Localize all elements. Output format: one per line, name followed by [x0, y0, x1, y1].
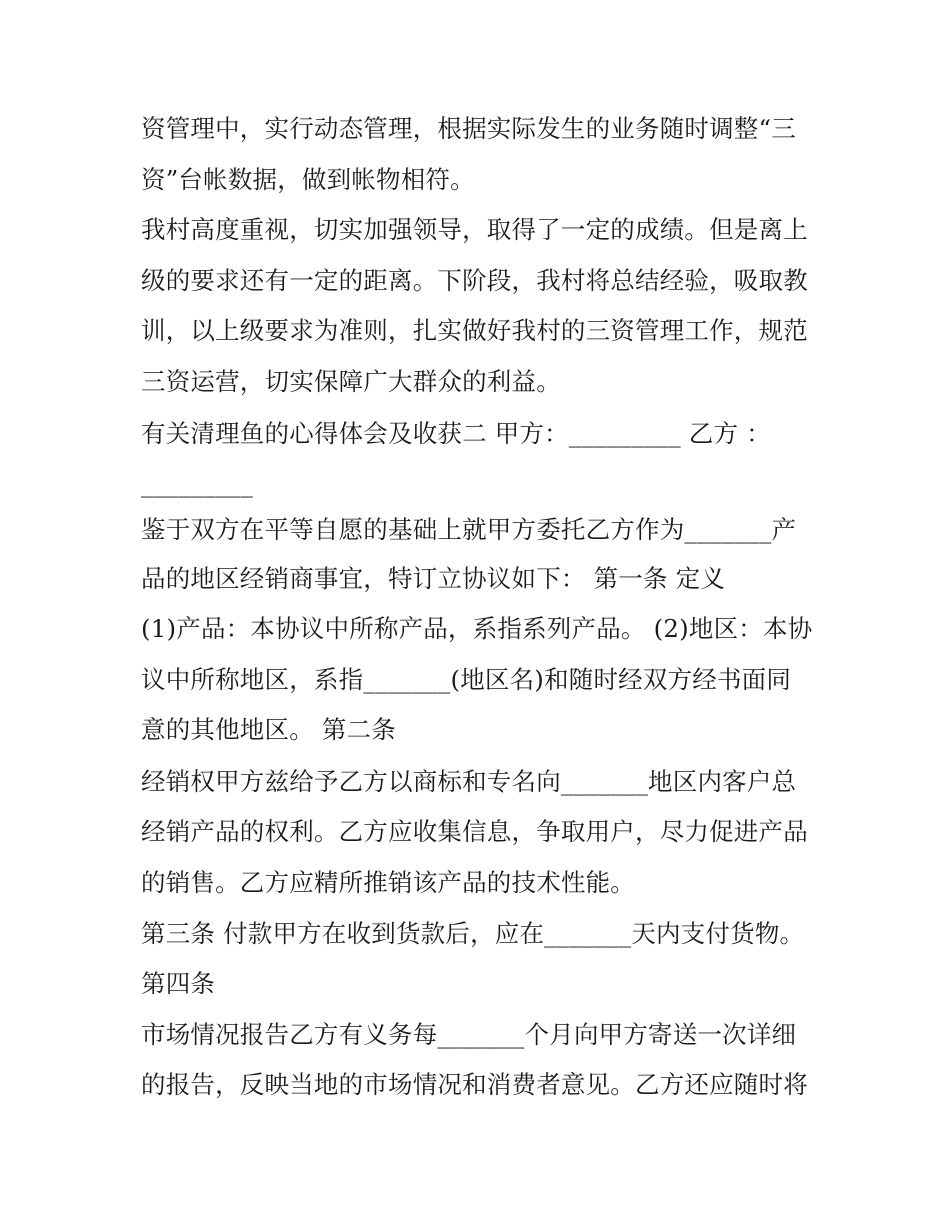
- text-line: (1)产品：本协议中所称产品，系指系列产品。 (2)地区：本协: [141, 614, 813, 643]
- text-line: 第三条 付款甲方在收到货款后，应在_______天内支付货物。: [141, 919, 805, 948]
- text-line: 的销售。乙方应精所推销该产品的技术性能。: [141, 868, 635, 897]
- text-line: 第四条: [141, 969, 216, 998]
- text-line: 资管理中，实行动态管理，根据实际发生的业务随时调整“三: [141, 114, 796, 143]
- text-line: 鉴于双方在平等自愿的基础上就甲方委托乙方作为_______产: [141, 515, 797, 544]
- text-line: _________: [141, 469, 254, 498]
- text-line: 经销产品的权利。乙方应收集信息，争取用户，尽力促进产品: [141, 817, 808, 846]
- text-line: 训，以上级要求为准则，扎实做好我村的三资管理工作，规范: [141, 316, 808, 345]
- text-line: 有关清理鱼的心得体会及收获二 甲方：_________ 乙方 ：: [141, 419, 772, 448]
- text-line: 的报告，反映当地的市场情况和消费者意见。乙方还应随时将: [141, 1070, 808, 1099]
- text-line: 资”台帐数据，做到帐物相符。: [141, 165, 475, 194]
- text-line: 市场情况报告乙方有义务每_______个月向甲方寄送一次详细: [141, 1020, 797, 1049]
- text-line: 三资运营，切实保障广大群众的利益。: [141, 367, 561, 396]
- text-line: 意的其他地区。 第二条: [141, 715, 396, 744]
- text-line: 级的要求还有一定的距离。下阶段，我村将总结经验，吸取教: [141, 266, 808, 295]
- text-line: 品的地区经销商事宜，特订立协议如下： 第一条 定义: [141, 564, 726, 593]
- text-line: 议中所称地区，系指_______(地区名)和随时经双方经书面同: [141, 665, 792, 694]
- text-line: 经销权甲方兹给予乙方以商标和专名向_______地区内客户总: [141, 767, 797, 796]
- text-line: 我村高度重视，切实加强领导，取得了一定的成绩。但是离上: [141, 215, 808, 244]
